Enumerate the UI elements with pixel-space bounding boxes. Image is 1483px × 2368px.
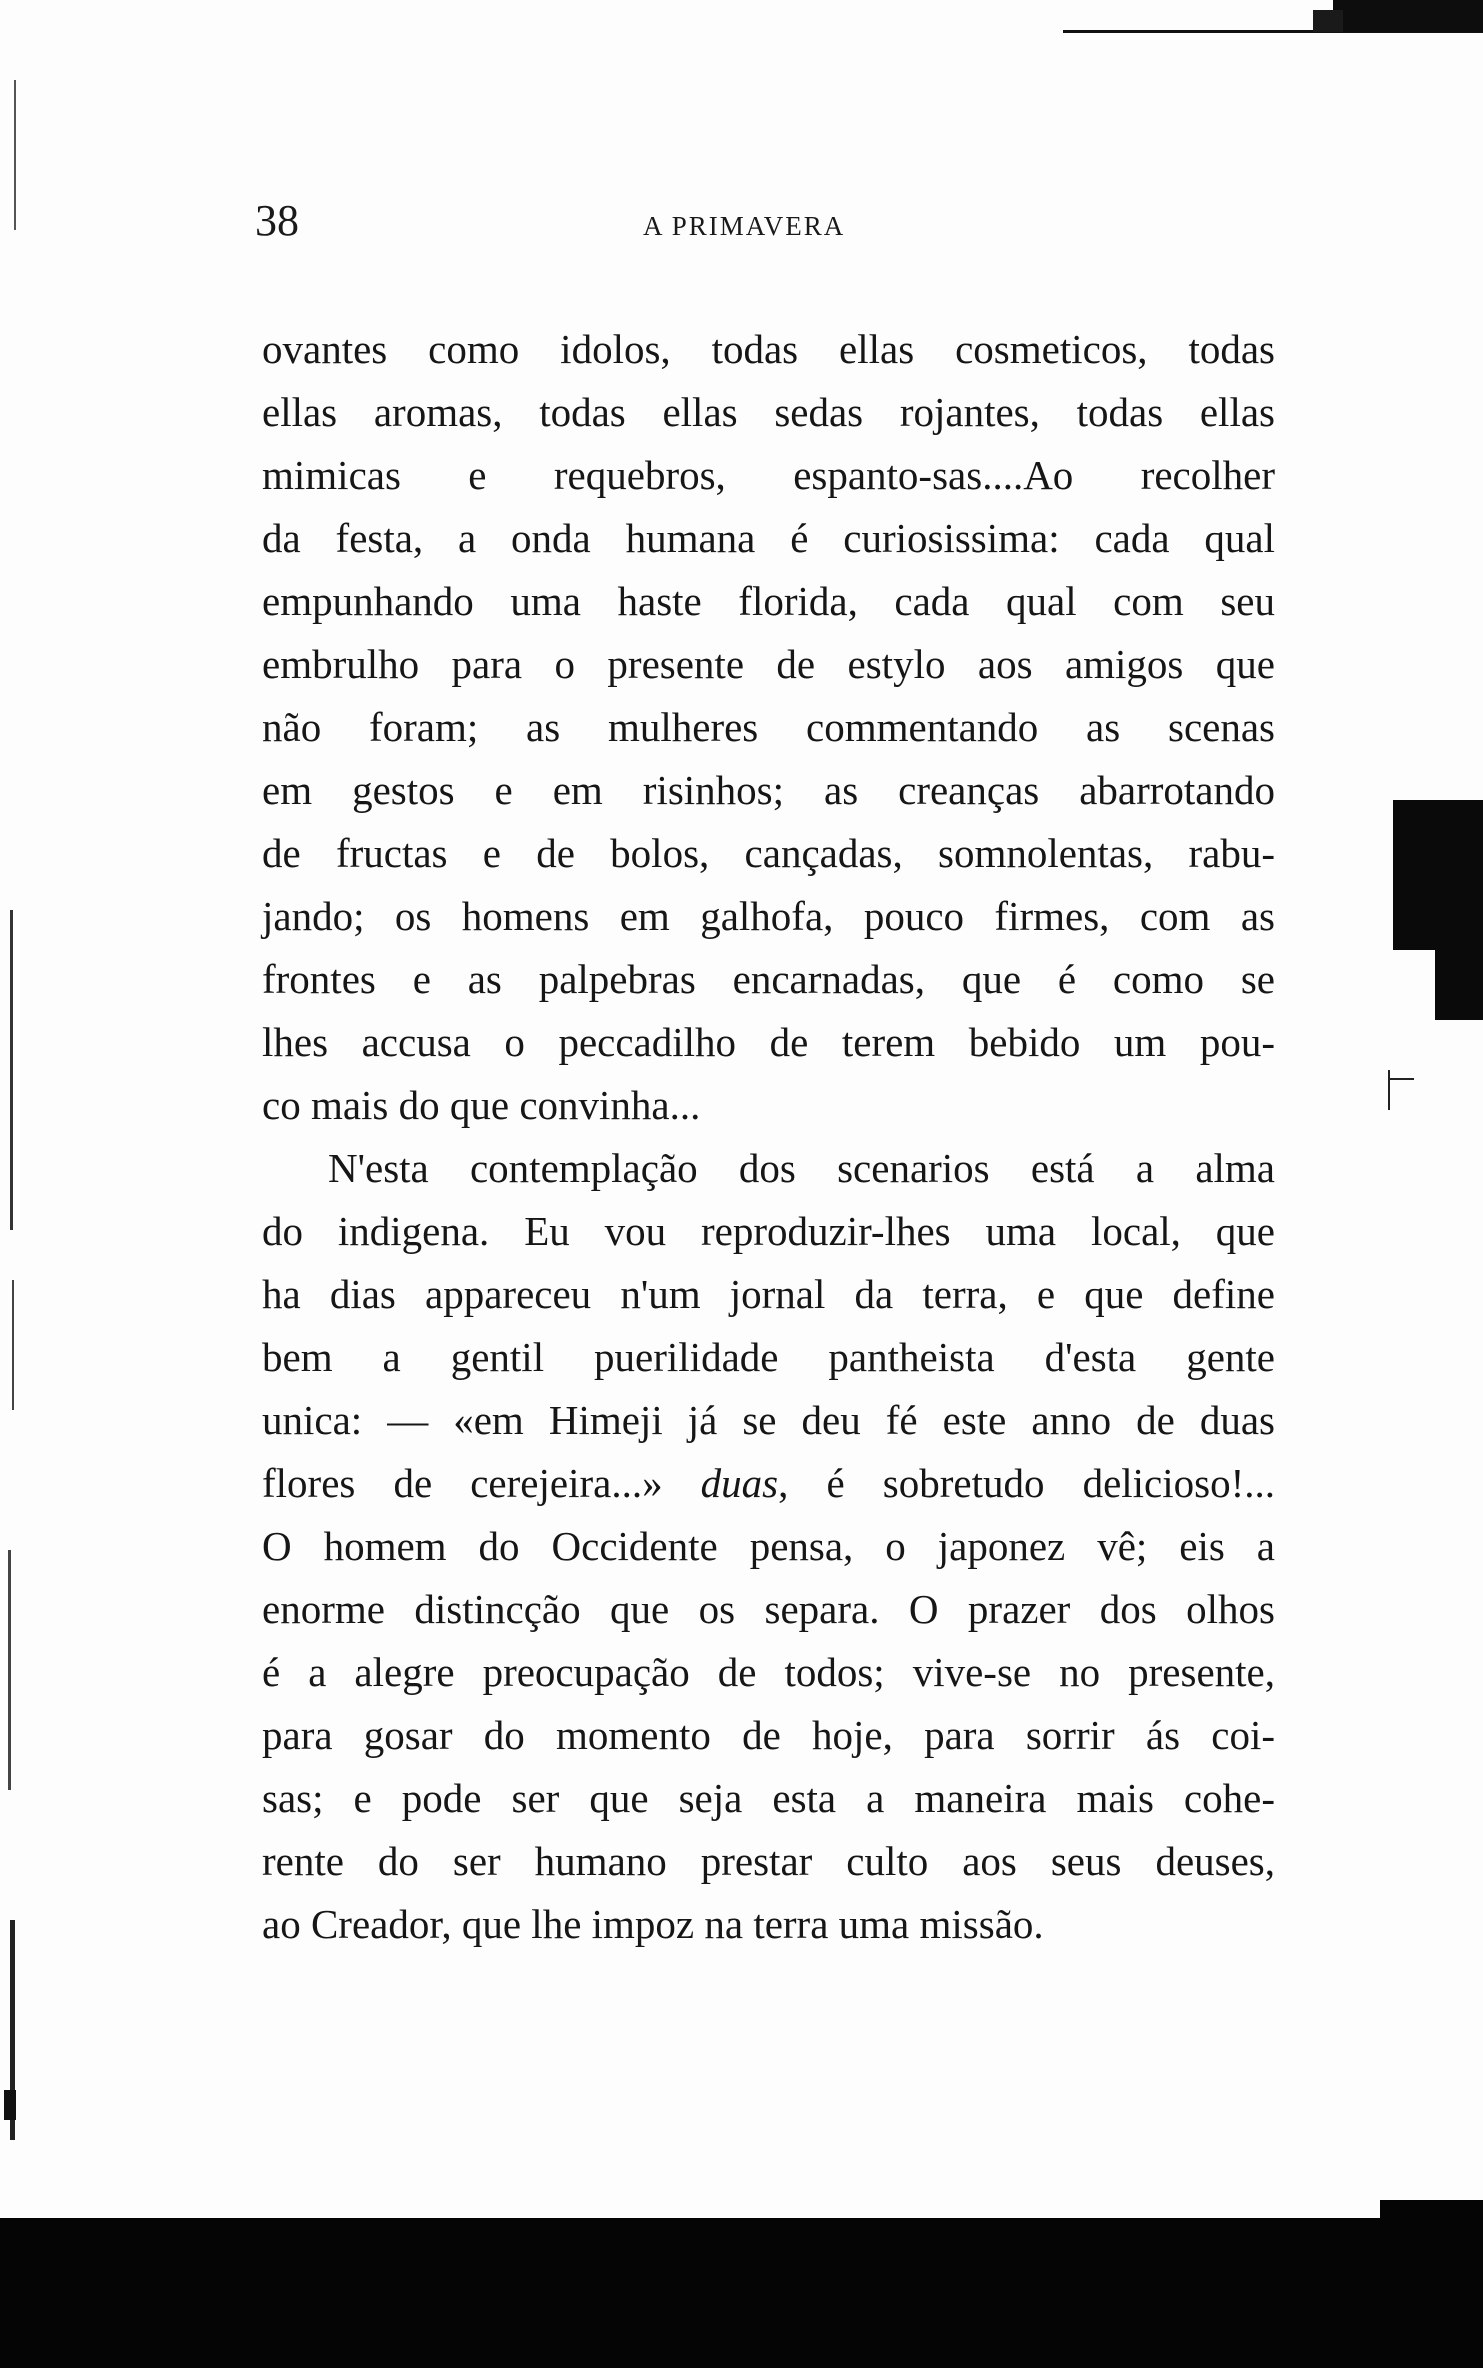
running-title: A PRIMAVERA bbox=[643, 211, 846, 241]
text-line: ellas aromas, todas ellas sedas rojantes, todas ellas bbox=[262, 389, 1275, 435]
scan-artifact-top bbox=[1063, 0, 1483, 38]
text-line: de fructas e de bolos, cançadas, somnolentas, rabu- bbox=[262, 830, 1275, 876]
scan-artifact-left-edge bbox=[0, 80, 40, 2230]
page-header bbox=[255, 196, 1275, 256]
text-line: co mais do que convinha... bbox=[262, 1082, 701, 1128]
page-number: 38 bbox=[255, 196, 299, 245]
text-line: do indigena. Eu vou reproduzir-lhes uma local, que bbox=[262, 1208, 1275, 1254]
body-text bbox=[262, 318, 1275, 1956]
text-line: embrulho para o presente de estylo aos amigos que bbox=[262, 641, 1275, 687]
text-segment: flores de cerejeira...» bbox=[262, 1460, 701, 1506]
text-line: ha dias appareceu n'um jornal da terra, e que define bbox=[262, 1271, 1275, 1317]
text-line: em gestos e em risinhos; as creanças abarrotando bbox=[262, 767, 1275, 813]
text-line: ovantes como idolos, todas ellas cosmeticos, todas bbox=[262, 326, 1275, 372]
text-line: não foram; as mulheres commentando as scenas bbox=[262, 704, 1275, 750]
text-line: rente do ser humano prestar culto aos seus deuses, bbox=[262, 1838, 1275, 1884]
text-line: jando; os homens em galhofa, pouco firmes, com as bbox=[262, 893, 1275, 939]
scan-artifact-right-edge bbox=[1363, 760, 1483, 1120]
scan-border-bottom bbox=[0, 2218, 1483, 2368]
text-line: enorme distincção que os separa. O prazer dos olhos bbox=[262, 1586, 1275, 1632]
italic-word: duas bbox=[700, 1460, 779, 1506]
text-line: para gosar do momento de hoje, para sorrir ás coi- bbox=[262, 1712, 1275, 1758]
text-line: ao Creador, que lhe impoz na terra uma missão. bbox=[262, 1901, 1044, 1947]
text-line-with-italic bbox=[262, 1452, 1275, 1515]
text-line: empunhando uma haste florida, cada qual com seu bbox=[262, 578, 1275, 624]
text-line: é a alegre preocupação de todos; vive-se no presente, bbox=[262, 1649, 1275, 1695]
text-line: da festa, a onda humana é curiosissima: cada qual bbox=[262, 515, 1275, 561]
text-line: lhes accusa o peccadilho de terem bebido um pou- bbox=[262, 1019, 1275, 1065]
text-line: sas; e pode ser que seja esta a maneira mais cohe- bbox=[262, 1775, 1275, 1821]
text-segment: , é sobretudo delicioso!... bbox=[778, 1460, 1275, 1506]
text-line: mimicas e requebros, espanto-sas....Ao recolher bbox=[262, 452, 1275, 498]
text-line: bem a gentil puerilidade pantheista d'esta gente bbox=[262, 1334, 1275, 1380]
text-line: N'esta contemplação dos scenarios está a alma bbox=[328, 1145, 1275, 1191]
text-line: frontes e as palpebras encarnadas, que é como se bbox=[262, 956, 1275, 1002]
text-line: O homem do Occidente pensa, o japonez vê; eis a bbox=[262, 1523, 1275, 1569]
text-line: unica: — «em Himeji já se deu fé este anno de duas bbox=[262, 1397, 1275, 1443]
